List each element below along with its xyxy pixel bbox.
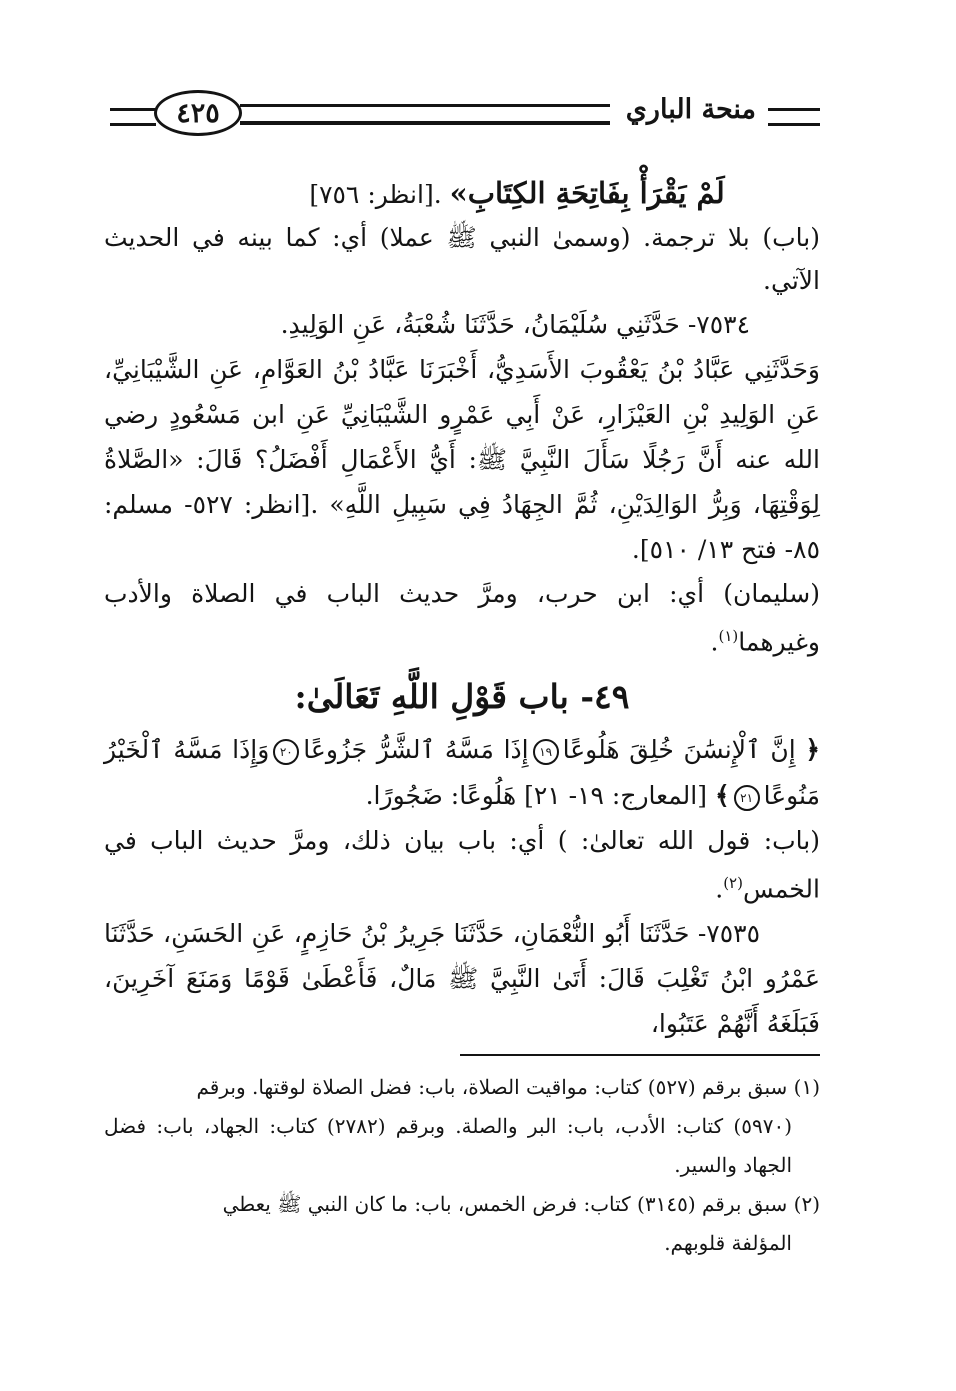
commentary-paragraph: (سليمان) أي: ابن حرب، ومرَّ حديث الباب في الصلاة والأدب وغيرهما$^{(١)}$.	[104, 579, 820, 657]
quran-bracket-close: ﴾	[714, 781, 730, 811]
quran-text: إِذَا مَسَّهُ ٱلشَّرُّ جَزُوعًا	[303, 735, 529, 765]
page-header	[110, 88, 820, 144]
hadith-paragraph: ٧٥٣٥- حَدَّثَنَا أَبُو النُّعْمَانِ، حَدَّثَنَا جَرِيرُ بْنُ حَازِمٍ، عَنِ الحَسَنِ، حَدَّثَنَا عَمْرُو ابْنُ تَغْلِبَ قَالَ: أَتَىٰ النَّبِيَّ ﷺ مَالٌ، فَأَعْطَىٰ قَوْمًا وَمَنَعَ آخَرِينَ، فَبَلَغَهُ أَنَّهُمْ عَتَبُوا،	[104, 918, 820, 1038]
cross-reference: .[انظر: ٥٢٧- مسلم: ٨٥- فتح ١٣/ ٥١٠].	[104, 490, 820, 564]
footnote-separator	[460, 1054, 820, 1056]
footnote-marker[interactable]: (٢)	[723, 874, 743, 893]
footnote-2-continued: المؤلفة قلوبهم.	[664, 1231, 792, 1255]
page-number: ٤٢٥	[154, 90, 242, 136]
footnote-1	[104, 1068, 820, 1107]
footnote-marker[interactable]: (١)	[718, 627, 739, 645]
ayah-number-marker: ١٩	[533, 739, 559, 765]
quran-reference: [المعارج: ١٩- ٢١] هَلُوعًا: ضَجُورًا.	[365, 781, 715, 811]
commentary-text: (سليمان) أي: ابن حرب، ومرَّ حديث الباب في الصلاة والأدب وغيرهما	[104, 579, 820, 657]
header-rule-right	[768, 108, 820, 126]
cross-reference: .[انظر: ٧٥٦]	[309, 180, 450, 209]
quran-verse	[104, 727, 820, 819]
hadith-text: وَحَدَّثَنِي عَبَّادُ بْنُ يَعْقُوبَ الأَسَدِيُّ، أَخْبَرَنَا عَبَّادُ بْنُ العَوَّامِ، عَنِ الشَّيْبَانِيِّ، عَنِ الوَلِيدِ بْنِ العَيْزَارِ، عَنْ أَبِي عَمْرٍو الشَّيْبَانِيِّ عَنِ ابن مَسْعُودٍ رضي الله عنه أَنَّ رَجُلًا سَأَلَ النَّبِيَّ ﷺ: أَيُّ الأَعْمَالِ أَفْضَلُ؟ قَالَ: «الصَّلاةُ لِوَقْتِهَا، وَبِرُّ الوَالِدَيْنِ، ثُمَّ الجِهَادُ فِي سَبِيلِ اللَّهِ»	[104, 355, 820, 519]
running-title: منحة الباري	[625, 94, 756, 125]
chapter-heading: ٤٩- باب قَوْلِ اللَّهِ تَعَالَىٰ:	[294, 677, 630, 717]
hadith-paragraph	[104, 347, 820, 572]
ayah-number-marker: ٢١	[734, 785, 760, 811]
commentary-paragraph: (باب: قول الله تعالىٰ: ) أي: باب بيان ذلك، ومرَّ حديث الباب في الخمس$^{(٢)}$.	[104, 826, 820, 904]
footnote-text: (١) سبق برقم (٥٢٧) كتاب: مواقيت الصلاة، باب: فضل الصلاة لوقتها. وبرقم	[196, 1075, 820, 1099]
footnote-2: (٢) سبق برقم (٣١٤٥) كتاب: فرض الخمس، باب: ما كان النبي ﷺ يعطي	[222, 1192, 820, 1216]
ayah-number-marker: ٢٠	[273, 739, 299, 765]
hadith-ending	[104, 172, 820, 216]
footnotes	[104, 1068, 820, 1263]
commentary-paragraph: (باب) بلا ترجمة. (وسمىٰ النبي ﷺ عملا) أي: كما بينه في الحديث الآتي.	[104, 223, 820, 295]
hadith-quote: لَمْ يَقْرَأْ بِفَاتِحَةِ الكِتَابِ»	[449, 176, 725, 210]
header-rule-left	[110, 108, 156, 126]
main-text	[104, 172, 820, 1046]
header-rule-main	[240, 104, 610, 125]
quran-text: إِنَّ ٱلْإِنسَٰنَ خُلِقَ هَلُوعًا	[562, 735, 796, 765]
quran-bracket-open: ﴿	[805, 735, 820, 765]
commentary-text: (باب: قول الله تعالىٰ: ) أي: باب بيان ذلك، ومرَّ حديث الباب في الخمس	[104, 826, 820, 904]
footnote-1-continued: (٥٩٧٠) كتاب: الأدب، باب: البر والصلة. وبرقم (٢٧٨٢) كتاب: الجهاد، باب: فضل الجهاد والسير.	[104, 1114, 792, 1177]
quran-text: وَإِذَا مَسَّهُ ٱلْخَيْرُ مَنُوعًا	[104, 735, 820, 811]
hadith-chain: ٧٥٣٤- حَدَّثَنِي سُلَيْمَانُ، حَدَّثَنَا شُعْبَةُ، عَنِ الوَلِيدِ.	[280, 310, 750, 339]
